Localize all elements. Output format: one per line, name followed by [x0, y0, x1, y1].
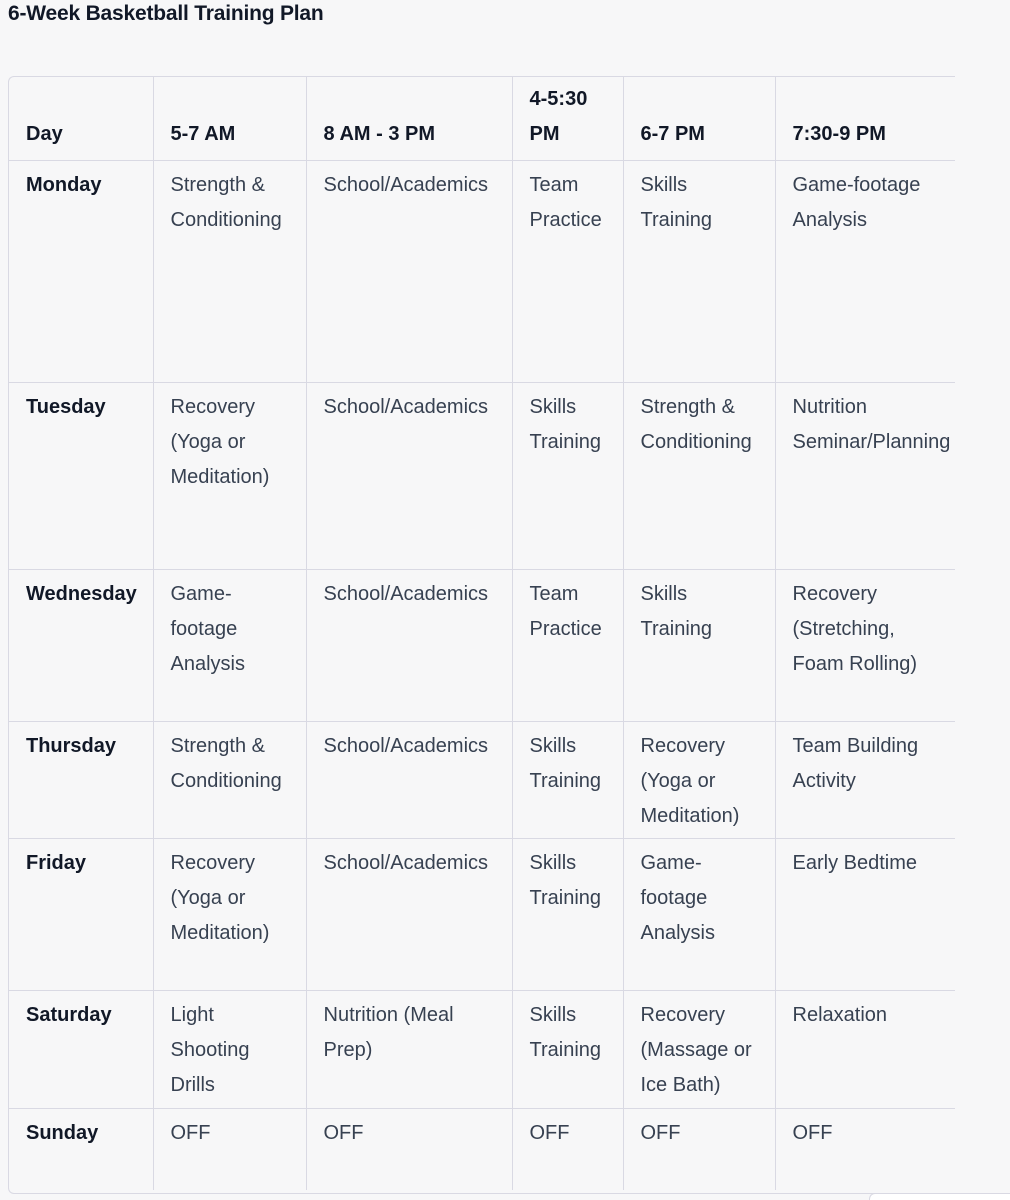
table-cell: Skills Training: [512, 721, 623, 838]
table-cell: Team Practice: [512, 160, 623, 382]
table-row: [9, 838, 955, 990]
table-row: [9, 382, 955, 569]
table-cell: Recovery (Yoga or Meditation): [153, 382, 306, 569]
table-cell: School/Academics: [306, 721, 512, 838]
table-row: [9, 721, 955, 838]
table-cell-day: Thursday: [9, 721, 153, 838]
table-cell: Skills Training: [512, 382, 623, 569]
table-cell: Recovery (Stretching, Foam Rolling): [775, 569, 955, 721]
table-cell: School/Academics: [306, 160, 512, 382]
table-row: [9, 160, 955, 382]
table-cell: OFF: [306, 1108, 512, 1190]
training-plan-table-container[interactable]: [8, 76, 955, 1194]
table-cell: School/Academics: [306, 838, 512, 990]
table-cell: Team Practice: [512, 569, 623, 721]
table-cell-day: Sunday: [26, 1121, 99, 1144]
column-header-8am-3pm: 8 AM - 3 PM: [306, 77, 512, 160]
table-cell: Recovery (Massage or Ice Bath): [623, 990, 775, 1108]
table-cell: OFF: [153, 1108, 306, 1190]
training-plan-table: [9, 77, 955, 1190]
table-cell: Strength & Conditioning: [153, 721, 306, 838]
table-cell: Team Building Activity: [775, 721, 955, 838]
table-row: [9, 569, 955, 721]
table-cell: Recovery (Yoga or Meditation): [623, 721, 775, 838]
table-cell: Light Shooting Drills: [153, 990, 306, 1108]
table-cell: OFF: [623, 1108, 775, 1190]
table-cell: Game-footage Analysis: [153, 569, 306, 721]
column-header-5-7am: 5-7 AM: [153, 77, 306, 160]
table-cell: OFF: [775, 1108, 955, 1190]
table-cell-day: Wednesday: [9, 569, 153, 721]
table-row: [9, 990, 955, 1108]
table-cell: Recovery (Yoga or Meditation): [153, 838, 306, 990]
table-cell: School/Academics: [306, 382, 512, 569]
table-cell-day: Saturday: [9, 990, 153, 1108]
column-header-4-530pm: 4-5:30 PM: [512, 77, 623, 160]
table-cell: Skills Training: [623, 160, 775, 382]
table-cell: Relaxation: [775, 990, 955, 1108]
table-cell: Skills Training: [623, 569, 775, 721]
table-cell: Skills Training: [512, 990, 623, 1108]
table-cell: Game-footage Analysis: [623, 838, 775, 990]
column-header-6-7pm: 6-7 PM: [623, 77, 775, 160]
horizontal-scrollbar[interactable]: [869, 1193, 1010, 1200]
column-header-day: Day: [9, 77, 153, 160]
table-cell: Strength & Conditioning: [153, 160, 306, 382]
table-cell: Strength & Conditioning: [623, 382, 775, 569]
table-cell: School/Academics: [306, 569, 512, 721]
column-header-730-9pm: 7:30-9 PM: [775, 77, 955, 160]
table-cell: Early Bedtime: [775, 838, 955, 990]
table-cell-day: Monday: [9, 160, 153, 382]
table-header-row: [9, 77, 955, 160]
table-cell-day: Friday: [9, 838, 153, 990]
page-title: 6-Week Basketball Training Plan: [8, 2, 324, 25]
table-cell: Game-footage Analysis: [775, 160, 955, 382]
table-cell: OFF: [512, 1108, 623, 1190]
table-row: [9, 1108, 955, 1190]
table-cell: Nutrition (Meal Prep): [306, 990, 512, 1108]
table-cell: Skills Training: [512, 838, 623, 990]
table-cell: Nutrition Seminar/Planning: [775, 382, 955, 569]
table-cell-day: Tuesday: [9, 382, 153, 569]
